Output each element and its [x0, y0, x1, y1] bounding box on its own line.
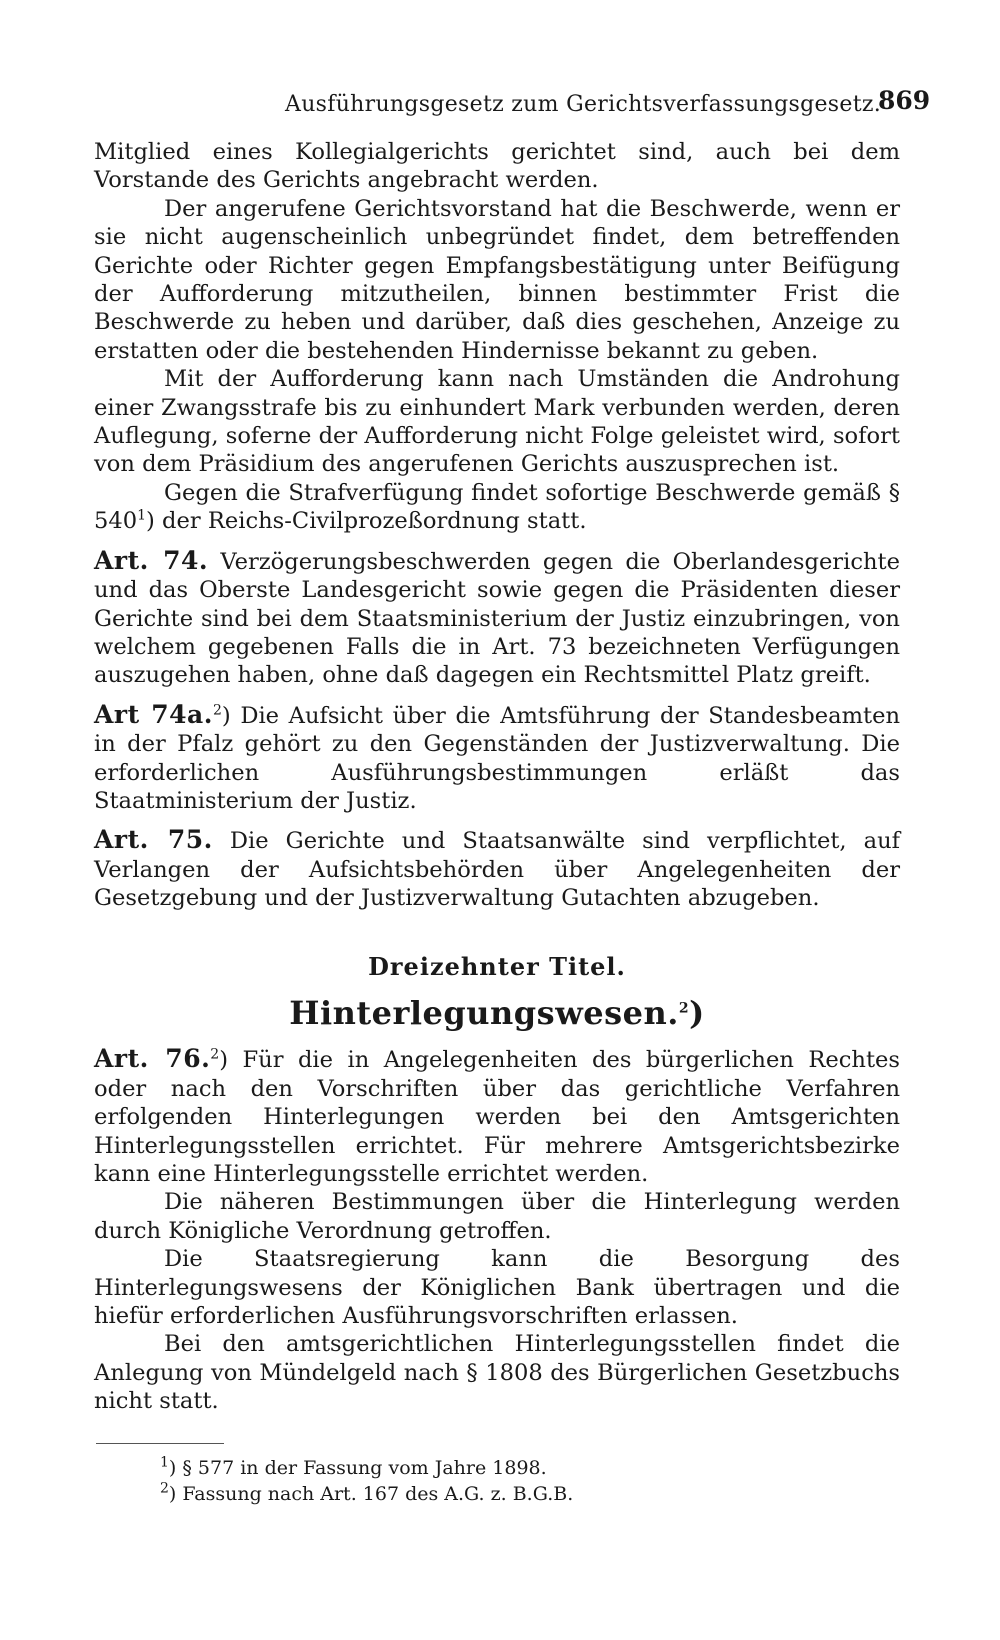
footnote-text: ) § 577 in der Fassung vom Jahre 1898. [168, 1457, 547, 1479]
footnote [160, 1481, 860, 1507]
footnote-divider [96, 1443, 224, 1444]
footnote-ref: 2 [210, 1046, 220, 1063]
paragraph: Die näheren Bestimmungen über die Hinterlegung werden durch Königliche Verordnung getroffen. [94, 1189, 900, 1244]
footnote-ref: 2 [212, 702, 222, 719]
article-label: Art. 75. [94, 825, 213, 855]
body-text [94, 138, 900, 1416]
footnote-mark: 2 [160, 1480, 169, 1497]
paragraph-text: Gegen die Strafverfügung findet sofortige Beschwerde gemäß § 540 [94, 479, 900, 535]
footnotes [160, 1455, 860, 1507]
article-text: ) Für die in Angelegenheiten des bürgerlichen Rechtes oder nach den Vorschriften über das gerichtliche Verfahren erfolgenden Hinterlegungen werden bei den Amtsgerichten Hinterlegungsstellen errichtet. Für mehrere Amtsgerichtsbezirke kann eine Hinterlegungsstelle errichtet werden. [94, 1047, 900, 1187]
running-title: Ausführungsgesetz zum Gerichtsverfassungsgesetz. [285, 92, 882, 117]
article-74a [94, 701, 900, 816]
section-title-text: Hinterlegungswesen. [289, 993, 679, 1032]
paragraph [94, 479, 900, 536]
paragraph-continuation: Mitglied eines Kollegialgerichts gerichtet sind, auch bei dem Vorstande des Gerichts angebracht werden. [94, 139, 900, 194]
article-text: ) Die Aufsicht über die Amtsführung der Standesbeamten in der Pfalz gehört zu den Gegenständen der Justizverwaltung. Die erforderlichen Ausführungsbestimmungen erläßt das Staatministerium der Justiz. [94, 702, 901, 814]
footnote [160, 1455, 860, 1481]
section-heading [94, 951, 900, 1032]
article-74 [94, 547, 900, 690]
article-label: Art. 74. [94, 545, 209, 575]
article-75 [94, 826, 900, 912]
footnote-text: ) Fassung nach Art. 167 des A.G. z. B.G.B. [168, 1483, 574, 1505]
article-text: Verzögerungsbeschwerden gegen die Oberlandesgerichte und das Oberste Landesgericht sowie gegen die Präsidenten dieser Gerichte sind bei dem Staatsministerium der Justiz einzubringen, von welchem gegebenen Falls die in Art. 73 bezeichneten Verfügungen auszugehen haben, ohne daß dagegen ein Rechtsmittel Platz greift. [94, 548, 900, 689]
paragraph: Mit der Aufforderung kann nach Umständen die Androhung einer Zwangsstrafe bis zu einhundert Mark verbunden werden, deren Auflegung, soferne der Aufforderung nicht Folge geleistet wird, sofort von dem Präsidium des angerufenen Gerichts auszusprechen ist. [94, 366, 900, 478]
paragraph: Der angerufene Gerichtsvorstand hat die Beschwerde, wenn er sie nicht augenscheinlich unbegründet findet, dem betreffenden Gerichte oder Richter gegen Empfangsbestätigung unter Beifügung der Aufforderung mitzutheilen, binnen bestimmter Frist die Beschwerde zu heben und darüber, daß dies geschehen, Anzeige zu erstatten oder die bestehenden Hindernisse bekannt zu geben. [94, 195, 900, 364]
paragraph: Bei den amtsgerichtlichen Hinterlegungsstellen findet die Anlegung von Mündelgeld nach § 1808 des Bürgerlichen Gesetzbuchs nicht statt. [94, 1331, 900, 1415]
article-label: Art 74a. [94, 699, 213, 729]
footnote-ref: 2 [678, 1000, 690, 1017]
article-label: Art. 76. [94, 1044, 211, 1074]
page-number: 869 [878, 86, 931, 115]
footnote-close: ) [689, 993, 705, 1032]
paragraph: Die Staatsregierung kann die Besorgung des Hinterlegungswesens der Königlichen Bank übertragen und die hiefür erforderlichen Ausführungsvorschriften erlassen. [94, 1246, 900, 1330]
article-76 [94, 1045, 900, 1188]
paragraph-text: ) der Reichs-Civilprozeßordnung statt. [146, 508, 587, 535]
footnote-ref: 1 [137, 507, 147, 524]
footnote-mark: 1 [160, 1454, 169, 1471]
section-title [94, 993, 900, 1032]
article-text: Die Gerichte und Staatsanwälte sind verpflichtet, auf Verlangen der Aufsichtsbehörden über Angelegenheiten der Gesetzgebung und der Justizverwaltung Gutachten abzugeben. [94, 828, 900, 912]
section-number: Dreizehnter Titel. [368, 951, 626, 981]
